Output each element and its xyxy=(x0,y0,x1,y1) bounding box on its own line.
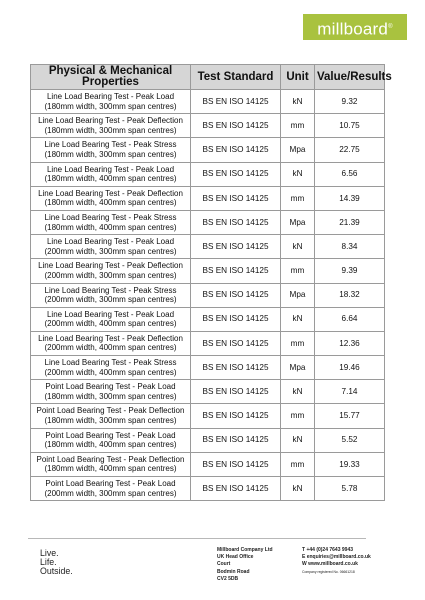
footer-address xyxy=(217,547,273,583)
address-line: UK Head Office xyxy=(217,554,254,561)
property-cell: Line Load Bearing Test - Peak Load (180mm width, 300mm span centres) xyxy=(31,90,191,114)
header-properties: Physical & Mechanical Properties xyxy=(31,65,191,90)
address-line: Millboard Company Ltd xyxy=(217,547,273,553)
footer-contact xyxy=(302,547,371,576)
header-test-standard: Test Standard xyxy=(191,65,281,90)
unit-cell: mm xyxy=(281,259,315,283)
table-row xyxy=(31,283,385,307)
value-cell: 22.75 xyxy=(315,138,385,162)
property-cell: Line Load Bearing Test - Peak Stress (200mm width, 400mm span centres) xyxy=(31,356,191,380)
table-row xyxy=(31,477,385,501)
test-standard-cell: BS EN ISO 14125 xyxy=(191,331,281,355)
unit-cell: mm xyxy=(281,452,315,476)
value-cell: 6.56 xyxy=(315,162,385,186)
test-standard-cell: BS EN ISO 14125 xyxy=(191,404,281,428)
address-line: CV2 5DB xyxy=(217,575,239,582)
contact-email: E enquiries@millboard.co.uk xyxy=(302,554,371,561)
registered-mark: ® xyxy=(388,24,393,30)
millboard-logo xyxy=(303,14,407,40)
value-cell: 8.34 xyxy=(315,235,385,259)
unit-cell: Mpa xyxy=(281,283,315,307)
property-cell: Line Load Bearing Test - Peak Load (200mm width, 300mm span centres) xyxy=(31,235,191,259)
unit-cell: kN xyxy=(281,90,315,114)
property-cell: Line Load Bearing Test - Peak Deflection (200mm width, 400mm span centres) xyxy=(31,331,191,355)
unit-cell: kN xyxy=(281,428,315,452)
tagline-line: Live. xyxy=(40,548,59,558)
value-cell: 19.33 xyxy=(315,452,385,476)
property-cell: Point Load Bearing Test - Peak Load (180mm width, 300mm span centres) xyxy=(31,380,191,404)
test-standard-cell: BS EN ISO 14125 xyxy=(191,428,281,452)
table-row xyxy=(31,428,385,452)
unit-cell: Mpa xyxy=(281,138,315,162)
test-standard-cell: BS EN ISO 14125 xyxy=(191,356,281,380)
property-cell: Line Load Bearing Test - Peak Load (200mm width, 400mm span centres) xyxy=(31,307,191,331)
property-cell: Point Load Bearing Test - Peak Deflection (180mm width, 300mm span centres) xyxy=(31,404,191,428)
table-row xyxy=(31,404,385,428)
value-cell: 6.64 xyxy=(315,307,385,331)
contact-phone: T +44 (0)24 7643 9943 xyxy=(302,547,354,553)
unit-cell: mm xyxy=(281,114,315,138)
table-row xyxy=(31,138,385,162)
value-cell: 9.32 xyxy=(315,90,385,114)
tagline-line: Outside. xyxy=(40,566,73,576)
footer-divider xyxy=(28,538,366,539)
table-row xyxy=(31,162,385,186)
unit-cell: kN xyxy=(281,380,315,404)
value-cell: 19.46 xyxy=(315,356,385,380)
property-cell: Line Load Bearing Test - Peak Load (180mm width, 400mm span centres) xyxy=(31,162,191,186)
test-standard-cell: BS EN ISO 14125 xyxy=(191,138,281,162)
unit-cell: kN xyxy=(281,162,315,186)
property-cell: Line Load Bearing Test - Peak Stress (180mm width, 300mm span centres) xyxy=(31,138,191,162)
table-row xyxy=(31,380,385,404)
tagline-line: Life. xyxy=(40,557,57,567)
table-row xyxy=(31,114,385,138)
property-cell: Point Load Bearing Test - Peak Load (200mm width, 300mm span centres) xyxy=(31,477,191,501)
table-row xyxy=(31,331,385,355)
test-standard-cell: BS EN ISO 14125 xyxy=(191,90,281,114)
table-row xyxy=(31,90,385,114)
value-cell: 7.14 xyxy=(315,380,385,404)
test-standard-cell: BS EN ISO 14125 xyxy=(191,235,281,259)
table-header-row xyxy=(31,65,385,90)
value-cell: 5.78 xyxy=(315,477,385,501)
property-cell: Line Load Bearing Test - Peak Deflection (180mm width, 400mm span centres) xyxy=(31,186,191,210)
value-cell: 5.52 xyxy=(315,428,385,452)
company-registration: Company registered No. 06661218 xyxy=(302,569,355,574)
property-cell: Line Load Bearing Test - Peak Stress (180mm width, 400mm span centres) xyxy=(31,210,191,234)
test-standard-cell: BS EN ISO 14125 xyxy=(191,380,281,404)
unit-cell: kN xyxy=(281,235,315,259)
test-standard-cell: BS EN ISO 14125 xyxy=(191,259,281,283)
test-standard-cell: BS EN ISO 14125 xyxy=(191,186,281,210)
property-cell: Point Load Bearing Test - Peak Load (180mm width, 400mm span centres) xyxy=(31,428,191,452)
header-value: Value/Results xyxy=(315,65,385,90)
property-cell: Line Load Bearing Test - Peak Stress (200mm width, 300mm span centres) xyxy=(31,283,191,307)
table-row xyxy=(31,235,385,259)
address-line: Court xyxy=(217,561,231,568)
unit-cell: mm xyxy=(281,331,315,355)
unit-cell: kN xyxy=(281,307,315,331)
unit-cell: Mpa xyxy=(281,210,315,234)
test-standard-cell: BS EN ISO 14125 xyxy=(191,114,281,138)
test-standard-cell: BS EN ISO 14125 xyxy=(191,307,281,331)
unit-cell: mm xyxy=(281,186,315,210)
table-row xyxy=(31,210,385,234)
unit-cell: kN xyxy=(281,477,315,501)
value-cell: 18.32 xyxy=(315,283,385,307)
value-cell: 12.36 xyxy=(315,331,385,355)
unit-cell: mm xyxy=(281,404,315,428)
properties-table xyxy=(30,64,392,501)
property-cell: Line Load Bearing Test - Peak Deflection (200mm width, 300mm span centres) xyxy=(31,259,191,283)
value-cell: 10.75 xyxy=(315,114,385,138)
test-standard-cell: BS EN ISO 14125 xyxy=(191,210,281,234)
property-cell: Line Load Bearing Test - Peak Deflection (180mm width, 300mm span centres) xyxy=(31,114,191,138)
unit-cell: Mpa xyxy=(281,356,315,380)
test-standard-cell: BS EN ISO 14125 xyxy=(191,283,281,307)
logo-text: millboard xyxy=(317,19,389,39)
table-row xyxy=(31,307,385,331)
table-row xyxy=(31,259,385,283)
address-line: Bodmin Road xyxy=(217,568,250,575)
value-cell: 14.39 xyxy=(315,186,385,210)
footer-tagline xyxy=(40,549,73,576)
table-row xyxy=(31,452,385,476)
table-row xyxy=(31,356,385,380)
header-unit: Unit xyxy=(281,65,315,90)
property-cell: Point Load Bearing Test - Peak Deflection (180mm width, 400mm span centres) xyxy=(31,452,191,476)
contact-website: W www.millboard.co.uk xyxy=(302,561,358,568)
value-cell: 21.39 xyxy=(315,210,385,234)
table-row xyxy=(31,186,385,210)
test-standard-cell: BS EN ISO 14125 xyxy=(191,162,281,186)
value-cell: 9.39 xyxy=(315,259,385,283)
value-cell: 15.77 xyxy=(315,404,385,428)
test-standard-cell: BS EN ISO 14125 xyxy=(191,452,281,476)
test-standard-cell: BS EN ISO 14125 xyxy=(191,477,281,501)
